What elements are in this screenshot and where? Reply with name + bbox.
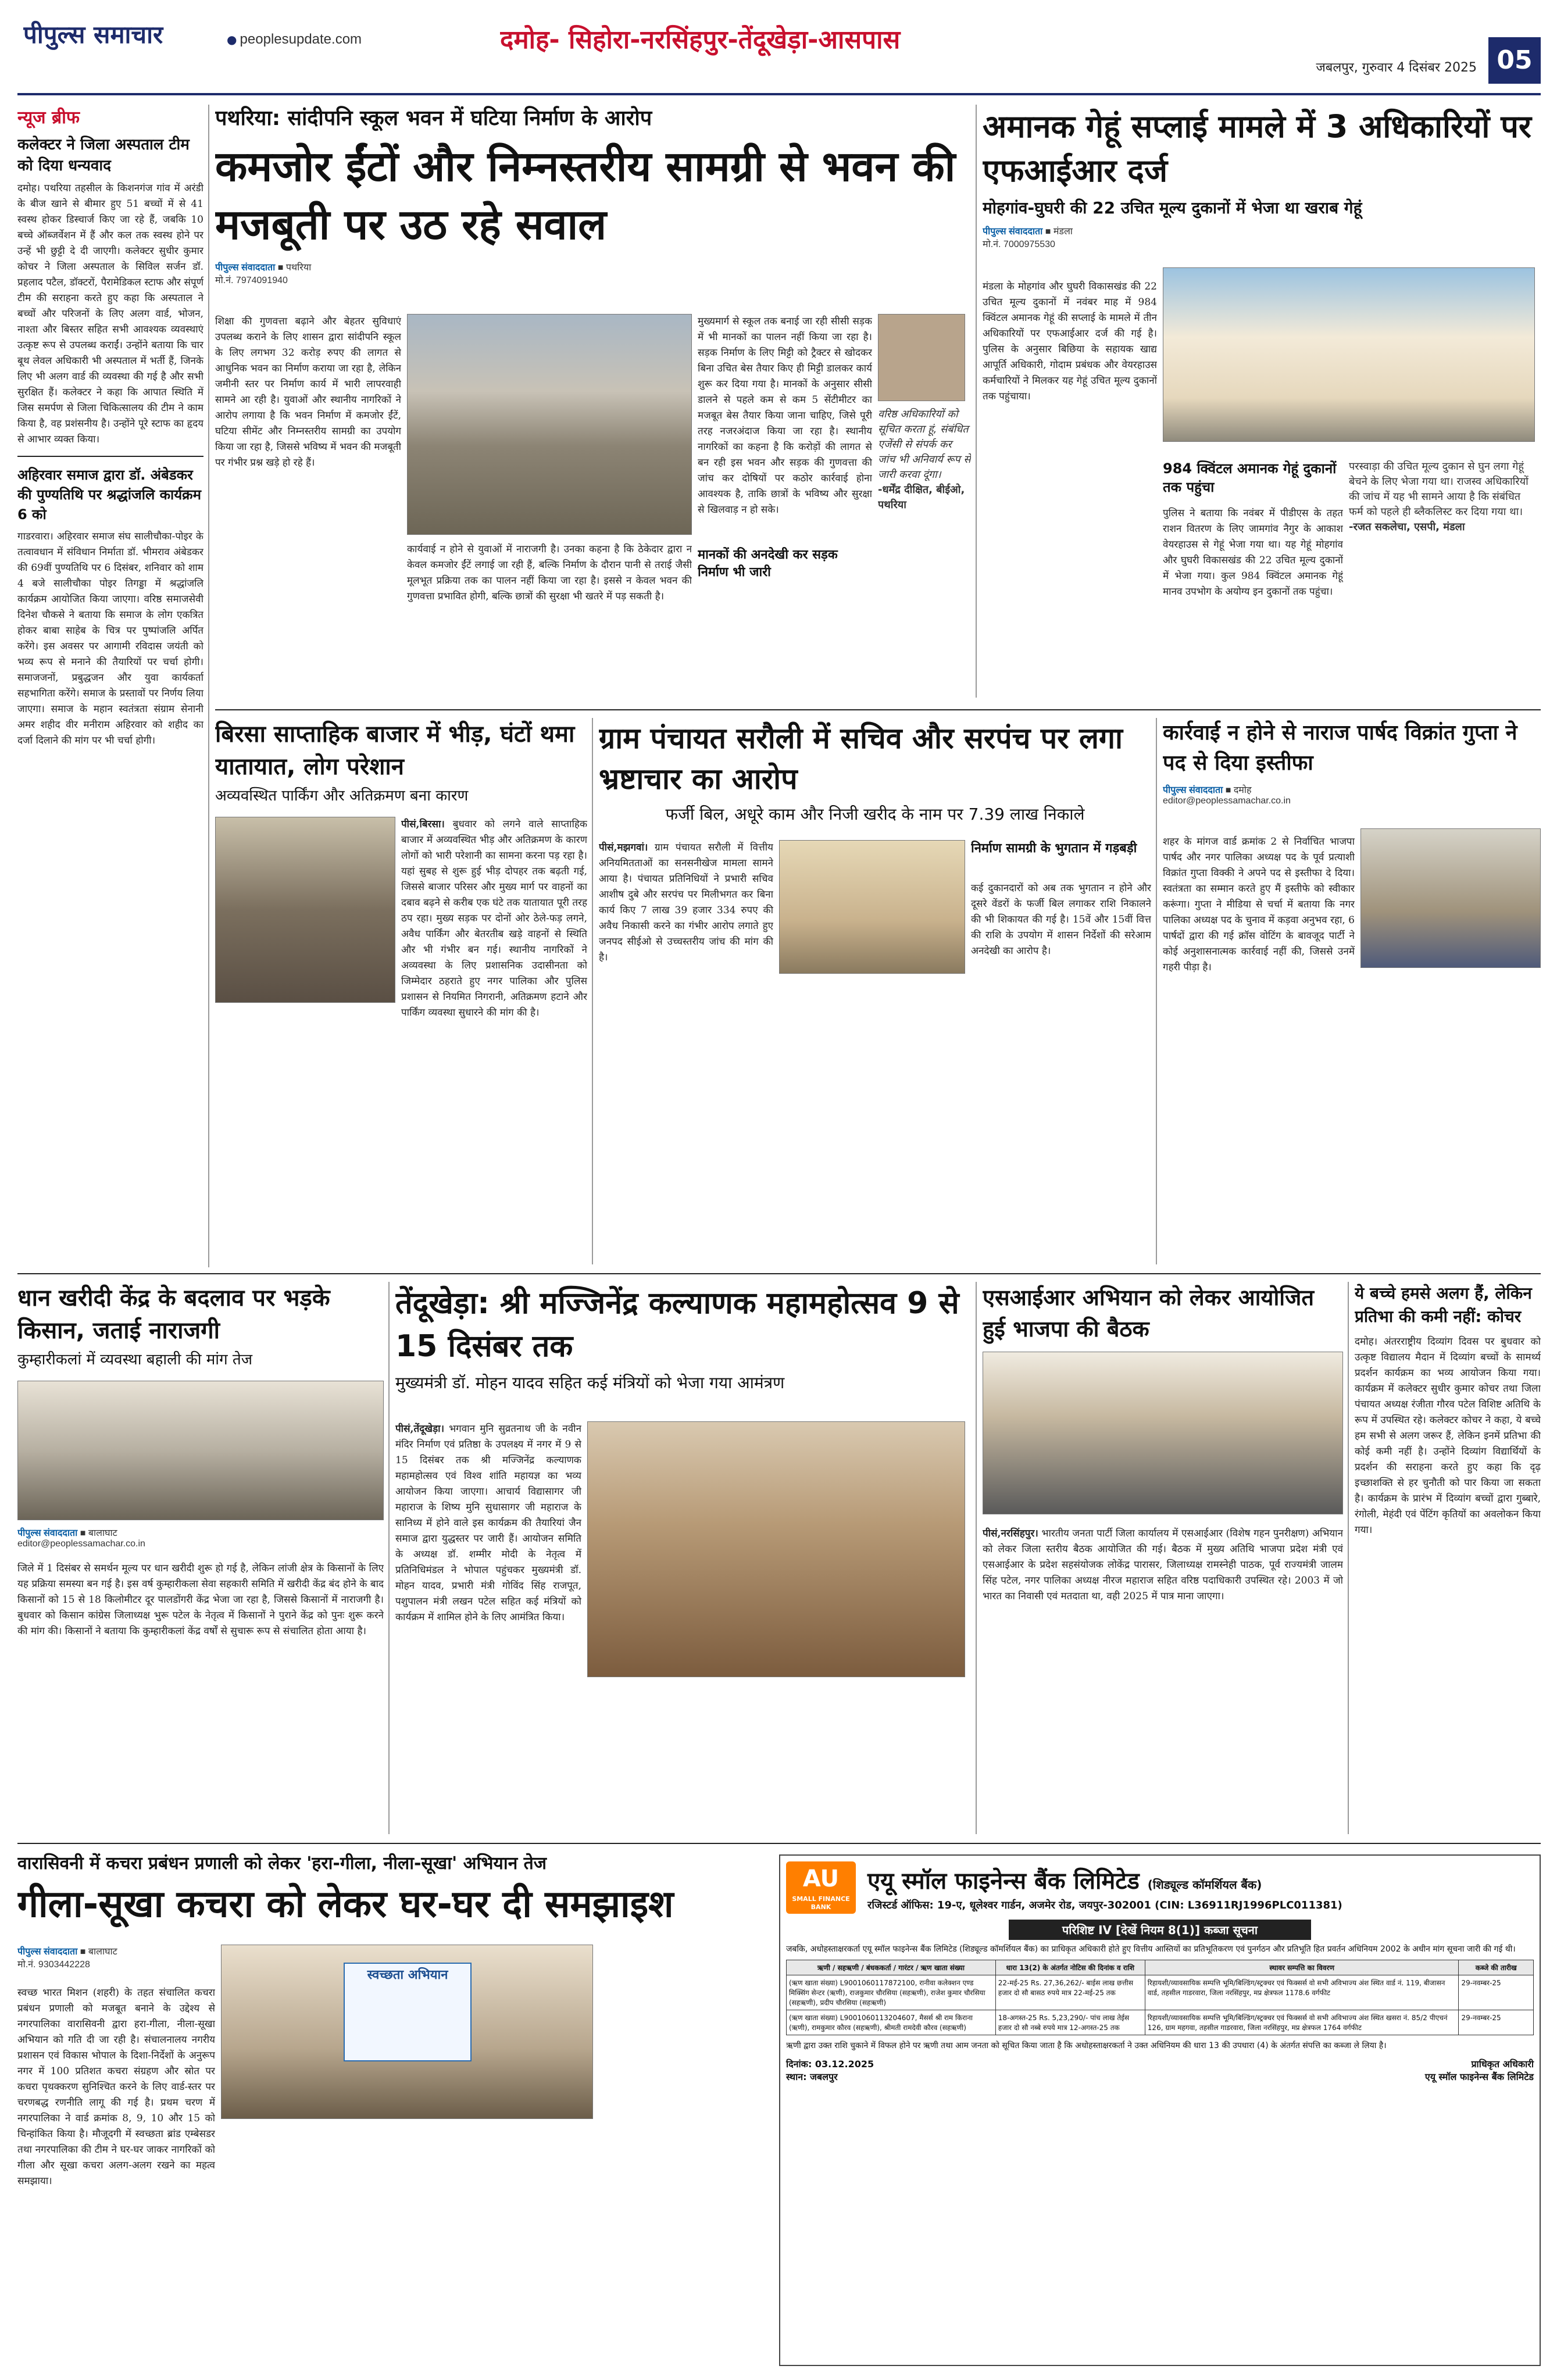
story-subhead: 984 क्विंटल अमानक गेहूं दुकानों तक पहुंचा bbox=[1163, 460, 1337, 495]
signatory-bank: एयू स्मॉल फाइनेन्स बैंक लिमिटेड bbox=[1424, 2071, 1534, 2082]
story-headline: एसआईआर अभियान को लेकर आयोजित हुई भाजपा की बैठक bbox=[983, 1285, 1314, 1342]
officer-quote: वरिष्ठ अधिकारियों को सूचित करता हूं, संबंधित एजेंसी से संपर्क कर जांच भी अनिवार्य रूप से जारी करवा दूंगा। -धर्मेंद्र दीक्षित, बीईओ, पथरिया bbox=[878, 408, 971, 511]
news-brief-column bbox=[17, 105, 203, 1267]
farmers-photo bbox=[17, 1381, 384, 1520]
table-header: ऋणी / सहऋणी / बंधककर्ता / गारंटर / ऋण खाता संख्या धारा 13(2) के अंतर्गत नोटिस की दिनांक व राशि स्थावर सम्पत्ति का विवरण कब्जे की तारीख bbox=[787, 1960, 1534, 1975]
notice-date: दिनांक: 03.12.2025 bbox=[786, 2059, 874, 2070]
ad-registered-office: रजिस्टर्ड ऑफिस: 19-ए, धूलेश्वर गार्डन, अजमेर रोड, जयपुर-302001 (CIN: L36911RJ1996PLC011381) bbox=[867, 1899, 1342, 1911]
story-deck: फर्जी बिल, अधूरे काम और निजी खरीद के नाम पर 7.39 लाख निकाले bbox=[665, 805, 1085, 824]
story-headline: धान खरीदी केंद्र के बदलाव पर भड़के किसान, जताई नाराजगी bbox=[17, 1285, 330, 1344]
story-body: जिले में 1 दिसंबर से समर्थन मूल्य पर धान खरीदी शुरू हो गई है, लेकिन लांजी क्षेत्र के किसानों के लिए यह प्रक्रिया समस्या बन गई है। इस वर्ष कुम्हारीकला सेवा सहकारी समिति में खरीदी केंद्र बंद होने के बाद किसानों को 15 से 18 किलोमीटर दूर पालडोंगरी केंद्र भेजा जा रहा है, जिससे किसानों में नाराजगी है। बुधवार को किसान कांग्रेस जिलाध्यक्ष भुरू पटेल के नेतृत्व में किसानों ने पुराने केंद्र को पुनः शुरू करने की मांग की। किसानों ने बताया कि कुम्हारीकलां केंद्र वर्षों से सुचारू रूप से संचालित होता आया है। bbox=[17, 1563, 384, 1637]
panchayat-photo bbox=[779, 840, 965, 974]
story-pathariya bbox=[215, 105, 971, 698]
story-body: कई दुकानदारों को अब तक भुगतान न होने और दूसरे वेंडरों के फर्जी बिल लगाकर राशि निकालने की भी शिकायत की गई है। 15वें और 15वीं वित्त की राशि के उपयोग में शासन निर्देशों की सरेआम अनदेखी का आरोप है। bbox=[971, 882, 1151, 957]
story-tendukheda-festival bbox=[395, 1282, 971, 1834]
story-sarauli bbox=[599, 718, 1151, 1264]
notice-footer: ऋणी द्वारा उक्त राशि चुकाने में विफल होने पर ऋणी तथा आम जनता को सूचित किया जाता है कि अधोहस्ताक्षरकर्ता ने उक्त अधिनियम की धारा 13 की उपधारा (4) के अंतर्गत संपत्ति का कब्जा ले लिया है। bbox=[786, 2041, 1387, 2050]
story-body: पीसं,नरसिंहपुर। भारतीय जनता पार्टी जिला कार्यालय में एसआईआर (विशेष गहन पुनरीक्षण) अभियान को लेकर जिला स्तरीय बैठक आयोजित की गई। बैठक में मुख्य अतिथि भाजपा प्रदेश मंत्री एवं एसआईआर के प्रदेश सहसंयोजक लोकेंद्र पारासर, जिलाध्यक्ष रामस्नेही पाठक, पूर्व राज्यमंत्री जालम सिंह पटेल, नगर पालिका अध्यक्ष नीरज महाराज सहित वरिष्ठ पदाधिकारी उपस्थित रहे। 2003 में जो भारत का निवासी एवं मतदाता था, वही 2025 में पात्र माना जाएगा। bbox=[983, 1528, 1343, 1602]
story-headline: अमानक गेहूं सप्लाई मामले में 3 अधिकारियों पर एफआईआर दर्ज bbox=[983, 108, 1531, 189]
meeting-photo bbox=[983, 1352, 1343, 1514]
story-subhead: निर्माण सामग्री के भुगतान में गड़बड़ी bbox=[971, 841, 1137, 856]
story-body: कार्यवाई न होने से युवाओं में नाराजगी है। उनका कहना है कि ठेकेदार द्वारा न केवल कमजोर ईंटें लगाई जा रही हैं, बल्कि निर्माण के दौरान पानी से तराई जैसी मूलभूत प्रक्रिया तक का पालन नहीं किया जा रहा है। इससे न केवल भवन की गुणवत्ता प्रभावित होगी, बल्कि छात्रों की सुरक्षा भी खतरे में पड़ सकती है। bbox=[407, 544, 692, 602]
story-body: पुलिस ने बताया कि नवंबर में पीडीएस के तहत राशन वितरण के लिए जामगांव नैगुर के आकाश वेयरहाउस से गेहूं भेजा गया था। यह गेहूं मोहगांव और घुघरी विकासखंड की 22 उचित मूल्य दुकानों में भेजा गया। कुल 984 क्विंटल अमानक गेहूं मानव उपभोग के अयोग्य इन दुकानों तक पहुंचा। bbox=[1163, 508, 1343, 598]
site-url: ● peoplesupdate.com bbox=[227, 31, 362, 47]
notice-table bbox=[786, 1960, 1534, 2035]
delegation-photo bbox=[587, 1421, 965, 1677]
au-bank-logo: AU SMALL FINANCE BANK bbox=[786, 1861, 856, 1914]
story-body: स्वच्छ भारत मिशन (शहरी) के तहत संचालित कचरा प्रबंधन प्रणाली को मजबूत बनाने के उद्देश्य से नगरपालिका वारासिवनी द्वारा हरा-गीला, नीला-सूखा अभियान को गति दी जा रही है। संचालनालय नगरीय प्रशासन एवं विकास भोपाल के दिशा-निर्देशों के अनुरूप नगर में 100 प्रतिशत कचरा संग्रहण और स्रोत पर कचरा पृथक्करण सुनिश्चित करने के लिए वार्ड-स्तर पर चरणबद्ध रणनीति लागू की गई है। प्रथम चरण में नगरपालिका ने वार्ड क्रमांक 8, 9, 10 और 15 को चिन्हांकित किया है। मौजूदगी में स्वच्छता ब्रांड एम्बेसडर तथा नगरपालिका की टीम ने घर-घर जाकर नागरिकों को गीला और सूखा कचरा अलग-अलग रखने का महत्व समझाया। bbox=[17, 1987, 215, 2187]
construction-photo bbox=[407, 314, 692, 535]
cleanliness-banner: स्वच्छता अभियान bbox=[344, 1963, 472, 2061]
market-photo bbox=[215, 817, 395, 1003]
story-body: शहर के मांगज वार्ड क्रमांक 2 से निर्वाचित भाजपा पार्षद और नगर पालिका अध्यक्ष पद के पूर्व प्रत्याशी विक्रांत गुप्ता विक्की ने अपने पद से इस्तीफा दे दिया। स्वतंत्रता का सम्मान करते हुए मैं इस्तीफे को स्वीकार करूंगा। गुप्ता ने मीडिया से चर्चा में बताया कि नगर पालिका अध्यक्ष पद के चुनाव में कड़वा अनुभव रहा, 6 पार्षदों द्वारा की गई क्रॉस वोटिंग के बावजूद पार्टी ने कोई अनुशासनात्मक कार्रवाई नहीं की, जिससे उनमें गहरी पीड़ा है। bbox=[1163, 836, 1355, 973]
officer-photo bbox=[878, 314, 965, 401]
brand-name: पीपुल्स समाचार bbox=[23, 20, 163, 49]
byline: पीपुल्स संवाददाता ■ बालाघाट मो.नं. 9303442228 bbox=[17, 1947, 117, 1970]
story-deck: मुख्यमंत्री डॉ. मोहन यादव सहित कई मंत्रियों को भेजा गया आमंत्रण bbox=[395, 1373, 785, 1392]
story-birsa-market bbox=[215, 718, 587, 1264]
byline: पीपुल्स संवाददाता ■ मंडला मो.नं. 7000975530 bbox=[983, 227, 1073, 249]
councillor-photo bbox=[1360, 828, 1541, 968]
story-body: मुख्यमार्ग से स्कूल तक बनाई जा रही सीसी सड़क में भी मानकों का पालन नहीं किया जा रहा है। सड़क निर्माण के लिए मिट्टी को ट्रैक्टर से खोदकर बिना उचित बेस तैयार किए ही मिट्टी डालकर कार्य शुरू कर दिया गया है। मानकों के अनुसार सीसी डालने से पहले कम से कम 5 सेंटीमीटर का मजबूत बेस तैयार किया जाना चाहिए, जिसे पूरी तरह नजरअंदाज किया जा रहा है। स्थानीय नागरिकों का कहना है कि करोड़ों की लागत से बन रही इस भवन और सड़क की गुणवत्ता की जांच कर दोषियों पर कठोर कार्रवाई होना आवश्यक है, ताकि छात्रों के भविष्य और सुरक्षा से खिलवाड़ न हो सके। bbox=[698, 316, 872, 516]
story-deck: अव्यवस्थित पार्किंग और अतिक्रमण बना कारण bbox=[215, 787, 469, 805]
brand-logo bbox=[23, 17, 221, 64]
story-headline: ये बच्चे हमसे अलग हैं, लेकिन प्रतिभा की कमी नहीं: कोचर bbox=[1355, 1284, 1532, 1326]
dateline: जबलपुर, गुरुवार 4 दिसंबर 2025 bbox=[1316, 60, 1477, 75]
story-headline: कमजोर ईंटों और निम्नस्तरीय सामग्री से भवन की मजबूती पर उठ रहे सवाल bbox=[215, 142, 956, 249]
cleanliness-photo bbox=[221, 1945, 593, 2119]
brief-item-title: कलेक्टर ने जिला अस्पताल टीम को दिया धन्यवाद bbox=[17, 136, 190, 174]
story-deck: कुम्हारीकलां में व्यवस्था बहाली की मांग तेज bbox=[17, 1351, 253, 1368]
news-brief-tag: न्यूज ब्रीफ bbox=[17, 108, 80, 128]
story-headline: गीला-सूखा कचरा को लेकर घर-घर दी समझाइश bbox=[17, 1883, 674, 1926]
brief-item-body: गाडरवारा। अहिरवार समाज संघ सालीचौका-पोइर के तत्वावधान में संविधान निर्माता डॉ. भीमराव अंबेडकर की 69वीं पुण्यतिथि पर 6 दिसंबर, शनिवार को शाम 4 बजे सालीचौका पोइर तिगड्डा में श्रद्धांजलि कार्यक्रम आयोजित किया जाएगा। वरिष्ठ समाजसेवी दिनेश चौकसे ने बताया कि समाज के लोग एकत्रित होकर बाबा साहेब के चित्र पर पुष्पांजलि अर्पित करेंगे। इस अवसर पर आगामी रविदास जयंती को भव्य रूप से मनाने की तैयारियों पर चर्चा होगी। समाजजनों, प्रबुद्धजन और युवा कार्यकर्ता सहभागिता करेंगे। समाज के प्रस्तावों पर निर्णय लिया जाएगा। समाज के महान स्वतंत्रता संग्राम सेनानी अमर शहीद वीर मनीराम अहिरवार को शहीद का दर्जा दिलाने की मांग पर भी चर्चा होगी। bbox=[17, 531, 203, 746]
story-headline: बिरसा साप्ताहिक बाजार में भीड़, घंटों थमा यातायात, लोग परेशान bbox=[215, 721, 575, 780]
story-headline: ग्राम पंचायत सरौली में सचिव और सरपंच पर लगा भ्रष्टाचार का आरोप bbox=[599, 721, 1123, 796]
story-divyang-day bbox=[1355, 1282, 1541, 1834]
table-row: (ऋण खाता संख्या) L9001060113204607, मैसर्स श्री राम किराना (ऋणी), रामकुमार कौरव (सहऋणी), श्रीमती रामदेवी कौरव (सहऋणी) 18-अगस्त-25 Rs. 5,23,290/- पांच लाख तेईस हजार दो सौ नब्बे रुपये मात्र 12-अगस्त-25 तक रिहायशी/व्यावसायिक सम्पत्ति भूमि/बिल्डिंग/स्ट्रक्चर एवं फिक्सर्स वो सभी अविभाज्य अंश स्थित खसरा नं. 85/2 पीएचनं 126, ग्राम महगवा, तहसील गाडरवारा, जिला नरसिंहपुर, मप्र क्षेत्रफल 1764 वर्गफीट 29-नवम्बर-25 bbox=[787, 2010, 1534, 2035]
story-body: मंडला के मोहगांव और घुघरी विकासखंड की 22 उचित मूल्य दुकानों में नवंबर माह में 984 क्विंटल अमानक गेहूं की सप्लाई के मामले में तीन अधिकारियों पर एफआईआर दर्ज की गई है। पुलिस के अनुसार बिछिया के सहायक खाद्य आपूर्ति अधिकारी, गोदाम प्रबंधक और वेयरहाउस कर्मचारियों ने मिलकर यह गेहूं उचित मूल्य दुकानों तक पहुंचाया। bbox=[983, 281, 1157, 402]
notice-intro: जबकि, अधोहस्ताक्षरकर्ता एयू स्मॉल फाइनेन्स बैंक लिमिटेड (शिड्यूल्ड कॉमर्शियल बैंक) का प्राधिकृत अधिकारी होते हुए वित्तीय आस्तियों का प्रतिभूतिकरण एवं पुनर्गठन और प्रतिभूति हित प्रवर्तन अधिनियम 2002 के अधीन मांग सूचना जारी की गई थी। bbox=[786, 1945, 1516, 1954]
story-subhead: मानकों की अनदेखी कर सड़क निर्माण भी जारी bbox=[698, 548, 838, 580]
story-waraseoni-waste bbox=[17, 1852, 773, 2363]
brief-item-body: दमोह। पथरिया तहसील के किशनगंज गांव में अरंडी के बीज खाने से बीमार हुए 51 बच्चों में से 41 स्वस्थ होकर डिस्चार्ज किए जा रहे हैं, जबकि 10 बच्चे ऑब्जर्वेशन में हैं और कल तक स्वस्थ होने पर उन्हें भी छुट्टी दे दी जाएगी। कलेक्टर सुधीर कुमार कोचर ने जिला अस्पताल के सिविल सर्जन डॉ. प्रहलाद पटैल, डॉक्टरों, पैरामेडिकल स्टाफ और संपूर्ण टीम की सराहना करते हुए कहा कि अस्पताल ने बच्चों और परिजनों के लिए अलग वार्ड, भोजन, नाश्ता और बिस्तर सहित सभी आवश्यक व्यवस्थाएं उत्कृष्ट रूप से उपलब्ध कराईं। उन्होंने बताया कि चार बूथ लेवल अधिकारी भी अस्पताल में भर्ती हैं, जिनके लिए भी अलग वार्ड की व्यवस्था की गई है और सभी सुरक्षित हैं। कलेक्टर ने कहा कि आपात स्थिति में जिस समर्पण से जिला चिकित्सालय की टीम ने काम किया है, वह प्रशंसनीय है। उन्होंने पूरे स्टाफ का हृदय से आभार व्यक्त किया। bbox=[17, 183, 203, 445]
story-body: पीसं,तेंदूखेड़ा। भगवान मुनि सुव्रतनाथ जी के नवीन मंदिर निर्माण एवं प्रतिष्ठा के उपलक्ष्य में नगर में 9 से 15 दिसंबर तक श्री मज्जिनेंद्र कल्याणक महामहोत्सव एवं विश्व शांति महायज्ञ का भव्य आयोजन किया जाएगा। आचार्य विद्यासागर जी महाराज के शिष्य मुनि सुधासागर जी महाराज के सानिध्य में होने वाले इस कार्यक्रम की तैयारियां जैन समाज द्वारा युद्धस्तर पर जारी हैं। आयोजन समिति के अध्यक्ष डॉ. शम्मीर मोदी के नेतृत्व में प्रतिनिधिमंडल ने भोपाल पहुंचकर मुख्यमंत्री डॉ. मोहन यादव, प्रभारी मंत्री गोविंद सिंह राजपूत, पशुपालन मंत्री लखन पटेल सहित कई मंत्रियों को कार्यक्रम में शामिल होने के लिए आमंत्रित किया। bbox=[395, 1423, 581, 1623]
notice-heading: परिशिष्ट IV [देखें नियम 8(1)] कब्जा सूचना bbox=[1009, 1920, 1311, 1940]
story-kicker: पथरिया: सांदीपनि स्कूल भवन में घटिया निर्माण के आरोप bbox=[215, 106, 652, 130]
story-sir-meeting bbox=[983, 1282, 1343, 1834]
story-councillor-resign bbox=[1163, 718, 1541, 1264]
story-headline: कार्रवाई न होने से नाराज पार्षद विक्रांत गुप्ता ने पद से दिया इस्तीफा bbox=[1163, 721, 1517, 775]
story-mandla-wheat bbox=[983, 105, 1541, 698]
story-body: शिक्षा की गुणवत्ता बढ़ाने और बेहतर सुविधाएं उपलब्ध कराने के लिए शासन द्वारा सांदीपनि स्कूल के लिए लगभग 32 करोड़ रुपए की लागत से आधुनिक भवन का निर्माण कराया जा रहा है, लेकिन जमीनी स्तर पर निर्माण कार्य में भारी लापरवाही सामने आ रही है। युवाओं और स्थानीय नागरिकों ने आरोप लगाया है कि भवन निर्माण में कमजोर ईंटें, घटिया सीमेंट और निम्नस्तरीय सामग्री का उपयोग किया जा रहा है, जिससे भविष्य में भवन की मजबूती पर गंभीर प्रश्न खड़े हो रहे हैं। bbox=[215, 316, 401, 469]
story-deck: मोहगांव-घुघरी की 22 उचित मूल्य दुकानों में भेजा था खराब गेहूं bbox=[983, 198, 1362, 217]
officer-quote: परस्वाड़ा की उचित मूल्य दुकान से घुन लगा गेहूं बेचने के लिए भेजा गया था। राजस्व अधिकारियों की जांच में यह भी सामने आया है कि संबंधित फर्म को पहले ही ब्लैकलिस्ट कर दिया गया था। -रजत सकलेचा, एसपी, मंडला bbox=[1349, 460, 1529, 533]
au-bank-notice bbox=[779, 1854, 1541, 2366]
signatory: प्राधिकृत अधिकारी bbox=[1471, 2059, 1534, 2070]
byline: पीपुल्स संवाददाता ■ दमोह editor@peoplessamachar.co.in bbox=[1163, 785, 1291, 806]
ad-title: एयू स्मॉल फाइनेन्स बैंक लिमिटेड (शिड्यूल्ड कॉमर्शियल बैंक) bbox=[867, 1867, 1262, 1895]
globe-icon: ● bbox=[227, 33, 237, 47]
region-title: दमोह- सिहोरा-नरसिंहपुर-तेंदूखेड़ा-आसपास bbox=[500, 25, 901, 55]
table-row: (ऋण खाता संख्या) L9001060117872100, रानीवा कलेक्शन एण्ड मिक्सिंग सेन्टर (ऋणी), राजकुमार चौरसिया (सहऋणी), राजेश कुमार चौरसिया (सहऋणी), प्रदीप चौरसिया (सहऋणी) 22-मई-25 Rs. 27,36,262/- बाईस लाख छत्तीस हजार दो सौ बासठ रुपये मात्र 22-मई-25 तक रिहायशी/व्यावसायिक सम्पत्ति भूमि/बिल्डिंग/स्ट्रक्चर एवं फिक्सर्स वो सभी अविभाज्य अंश स्थित वार्ड नं. 119, बीजासन वार्ड, तहसील गाडरवारा, जिला नरसिंहपुर, मप्र क्षेत्रफल 1178.6 वर्गफीट 29-नवम्बर-25 bbox=[787, 1975, 1534, 2010]
byline: पीपुल्स संवाददाता ■ बालाघाट editor@peoplessamachar.co.in bbox=[17, 1528, 145, 1549]
notice-place: स्थान: जबलपुर bbox=[786, 2071, 838, 2082]
story-body: पीसं,मझगवां। ग्राम पंचायत सरौली में वित्तीय अनियमितताओं का सनसनीखेज मामला सामने आया है। पंचायत प्रतिनिधियों ने प्रभारी सचिव आशीष दुबे और सरपंच पर मिलीभगत कर बिना कार्य किए 7 लाख 39 हजार 334 रुपए की अवैध निकासी करने का गंभीर आरोप लगाते हुए जनपद सीईओ से उच्चस्तरीय जांच की मांग की है। bbox=[599, 842, 773, 963]
brief-item-title: अहिरवार समाज द्वारा डॉ. अंबेडकर की पुण्यतिथि पर श्रद्धांजलि कार्यक्रम 6 को bbox=[17, 467, 201, 523]
story-body: पीसं,बिरसा। बुधवार को लगने वाले साप्ताहिक बाजार में अव्यवस्थित भीड़ और अतिक्रमण के कारण लोगों को भारी परेशानी का सामना करना पड़ रहा है। यहां सुबह से शुरू हुई भीड़ दोपहर तक बढ़ती गई, जिससे बाजार परिसर और मुख्य मार्ग पर वाहनों का दबाव बढ़ने से करीब एक घंटे तक यातायात पूरी तरह ठप रहा। मुख्य सड़क पर दोनों ओर ठेले-फड़ लगने, अवैध पार्किंग और बेतरतीब खड़े वाहनों से स्थिति और भी गंभीर बन गई। स्थानीय नागरिकों ने अव्यवस्था के लिए प्रशासनिक उदासीनता को जिम्मेदार ठहराते हुए नगर पालिका और पुलिस प्रशासन से नियमित निगरानी, अतिक्रमण हटाने और पार्किंग व्यवस्था सुधारने की मांग की है। bbox=[401, 819, 587, 1019]
story-kicker: वारासिवनी में कचरा प्रबंधन प्रणाली को लेकर 'हरा-गीला, नीला-सूखा' अभियान तेज bbox=[17, 1853, 547, 1874]
story-body: दमोह। अंतरराष्ट्रीय दिव्यांग दिवस पर बुधवार को उत्कृष्ट विद्यालय मैदान में दिव्यांग बच्चों के सामर्थ्य प्रदर्शन कार्यक्रम का भव्य आयोजन किया गया। कार्यक्रम में कलेक्टर सुधीर कुमार कोचर तथा जिला पंचायत अध्यक्ष रंजीता गौरव पटेल विशिष्ट अतिथि के रूप में उपस्थित रहे। कलेक्टर कोचर ने कहा, ये बच्चे हम सभी से अलग जरूर हैं, लेकिन इनमें प्रतिभा की कोई कमी नहीं है। उन्होंने दिव्यांग विद्यार्थियों के प्रदर्शन की सराहना करते हुए कहा कि दृढ़ इच्छाशक्ति से हर चुनौती को पार किया जा सकता है। कार्यक्रम के प्रारंभ में दिव्यांग बच्चों द्वारा गुब्बारे, रंगोली, मेहंदी एवं पेंटिंग कृतियों का अवलोकन किया गया। bbox=[1355, 1336, 1541, 1536]
story-headline: तेंदूखेड़ा: श्री मज्जिनेंद्र कल्याणक महामहोत्सव 9 से 15 दिसंबर तक bbox=[395, 1286, 959, 1364]
warehouse-photo bbox=[1163, 267, 1535, 442]
byline: पीपुल्स संवाददाता ■ पथरिया मो.नं. 7974091940 bbox=[215, 263, 312, 285]
page-number: 05 bbox=[1488, 37, 1541, 84]
masthead bbox=[0, 0, 1557, 99]
story-paddy-centre bbox=[17, 1282, 384, 1834]
